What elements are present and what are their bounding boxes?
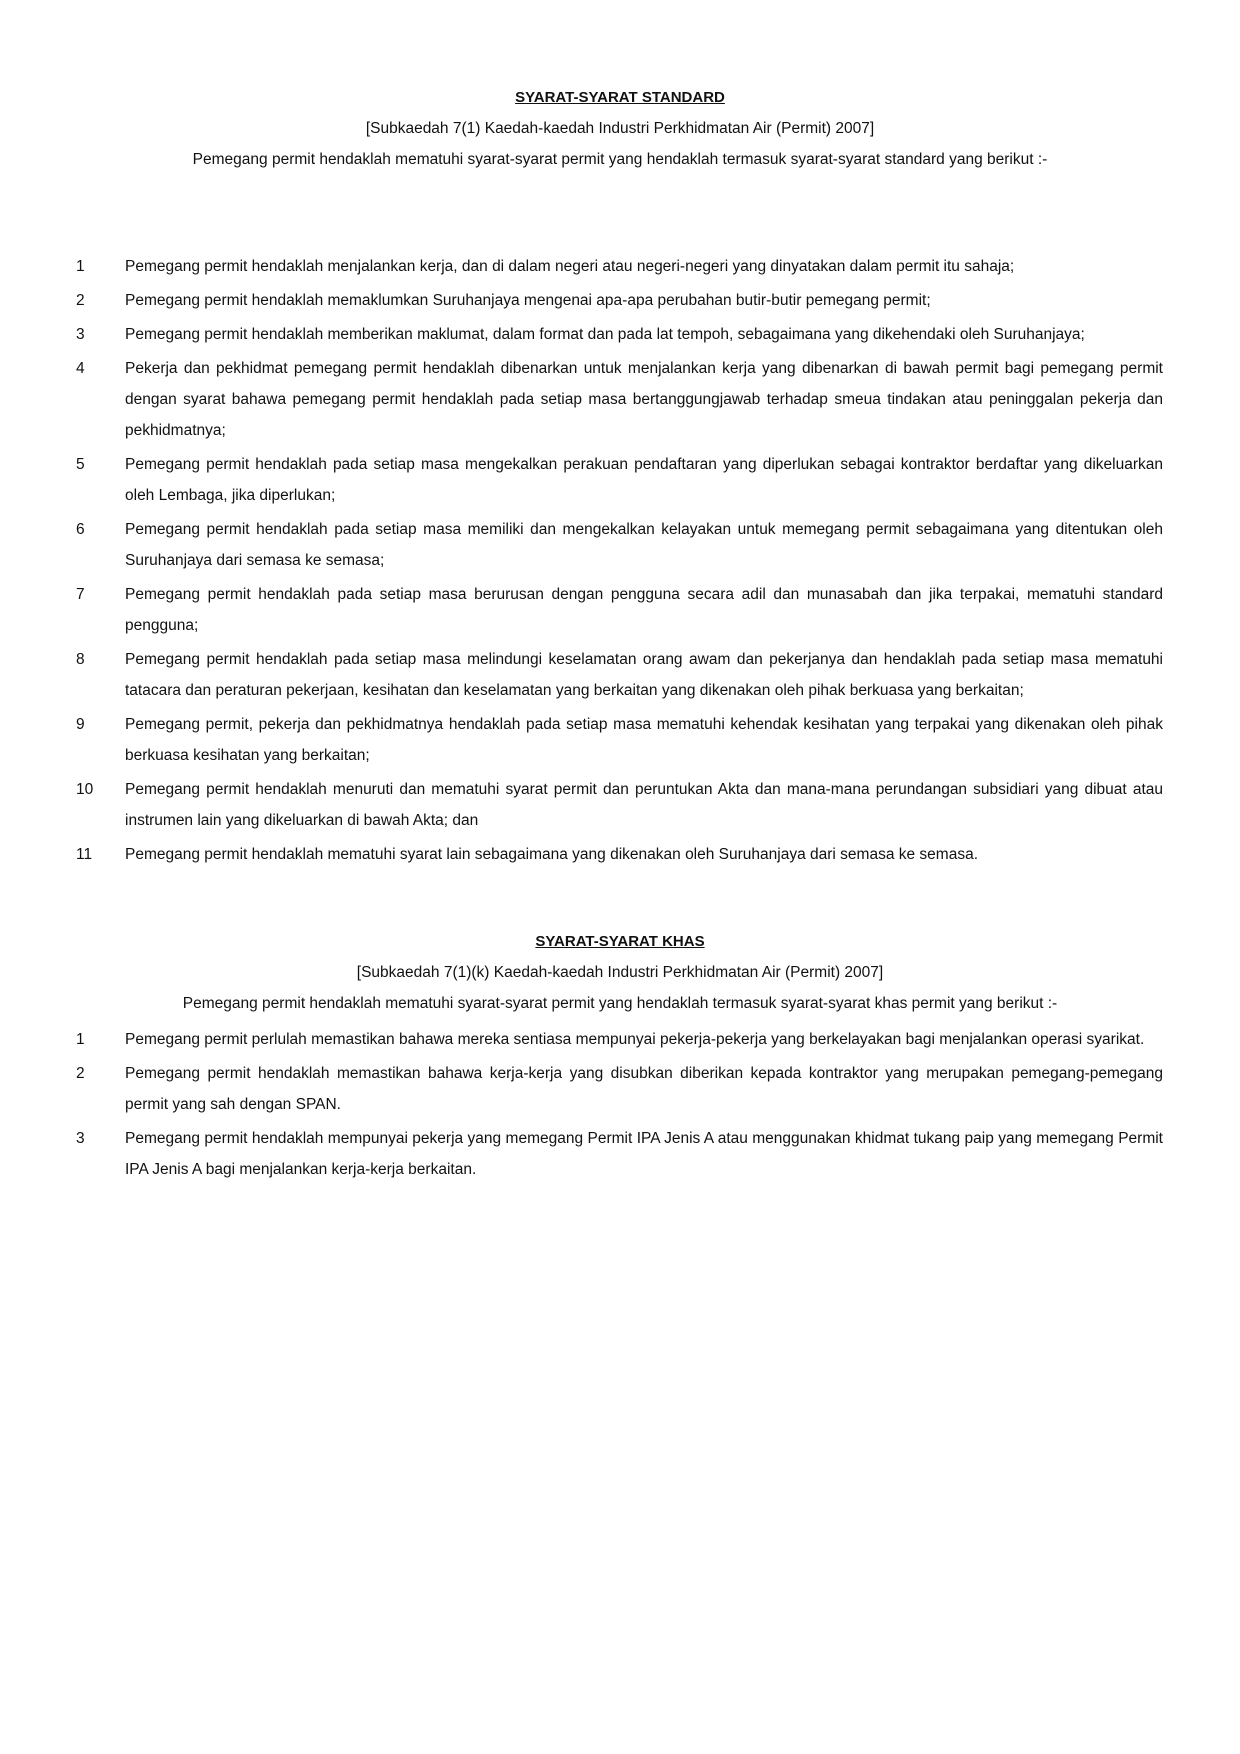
list-item bbox=[0, 774, 1240, 836]
item-text: Pemegang permit hendaklah pada setiap masa mengekalkan perakuan pendaftaran yang diperlukan sebagai kontraktor berdaftar yang dikeluarkan oleh Lembaga, jika diperlukan; bbox=[125, 456, 1163, 504]
item-number: 11 bbox=[76, 846, 93, 863]
item-text: Pemegang permit, pekerja dan pekhidmatnya hendaklah pada setiap masa mematuhi kehendak kesihatan yang terpakai yang dikenakan oleh pihak berkuasa kesihatan yang berkaitan; bbox=[125, 716, 1163, 764]
special-conditions-section bbox=[0, 932, 1240, 1188]
item-number: 3 bbox=[76, 1130, 85, 1147]
item-number: 1 bbox=[76, 258, 85, 275]
standard-intro: Pemegang permit hendaklah mematuhi syarat-syarat permit yang hendaklah termasuk syarat-syarat standard yang berikut :- bbox=[192, 151, 1048, 168]
list-item bbox=[0, 353, 1240, 446]
standard-conditions-section bbox=[0, 88, 1240, 873]
item-number: 2 bbox=[76, 292, 85, 309]
item-text: Pemegang permit hendaklah mempunyai pekerja yang memegang Permit IPA Jenis A atau menggunakan khidmat tukang paip yang memegang Permit IPA Jenis A bagi menjalankan kerja-kerja berkaitan. bbox=[125, 1130, 1163, 1178]
list-item bbox=[0, 251, 1240, 282]
item-number: 3 bbox=[76, 326, 85, 343]
list-item bbox=[0, 449, 1240, 511]
list-item bbox=[0, 579, 1240, 641]
item-number: 2 bbox=[76, 1065, 85, 1082]
item-text: Pemegang permit hendaklah menuruti dan mematuhi syarat permit dan peruntukan Akta dan mana-mana perundangan subsidiari yang dibuat atau instrumen lain yang dikeluarkan di bawah Akta; dan bbox=[125, 781, 1163, 829]
list-item bbox=[0, 1024, 1240, 1055]
standard-reference: [Subkaedah 7(1) Kaedah-kaedah Industri Perkhidmatan Air (Permit) 2007] bbox=[365, 120, 875, 137]
item-text: Pemegang permit hendaklah menjalankan kerja, dan di dalam negeri atau negeri-negeri yang dinyatakan dalam permit itu sahaja; bbox=[125, 258, 1015, 275]
item-number: 1 bbox=[76, 1031, 85, 1048]
list-item bbox=[0, 644, 1240, 706]
item-text: Pemegang permit hendaklah mematuhi syarat lain sebagaimana yang dikenakan oleh Suruhanjaya dari semasa ke semasa. bbox=[125, 846, 979, 863]
list-item bbox=[0, 1058, 1240, 1120]
list-item bbox=[0, 839, 1240, 870]
item-text: Pekerja dan pekhidmat pemegang permit hendaklah dibenarkan untuk menjalankan kerja yang dibenarkan di bawah permit bagi pemegang permit dengan syarat bahawa pemegang permit hendaklah pada setiap masa bertanggungjawab terhadap smeua tindakan atau peninggalan pekerja dan pekhidmatnya; bbox=[125, 360, 1163, 439]
item-text: Pemegang permit hendaklah memaklumkan Suruhanjaya mengenai apa-apa perubahan butir-butir pemegang permit; bbox=[125, 292, 931, 309]
item-number: 5 bbox=[76, 456, 85, 473]
list-item bbox=[0, 319, 1240, 350]
item-text: Pemegang permit hendaklah pada setiap masa berurusan dengan pengguna secara adil dan munasabah dan jika terpakai, mematuhi standard pengguna; bbox=[125, 586, 1163, 634]
item-number: 8 bbox=[76, 651, 85, 668]
item-text: Pemegang permit perlulah memastikan bahawa mereka sentiasa mempunyai pekerja-pekerja yang berkelayakan bagi menjalankan operasi syarikat. bbox=[125, 1031, 1145, 1048]
item-text: Pemegang permit hendaklah pada setiap masa melindungi keselamatan orang awam dan pekerjanya dan hendaklah pada setiap masa mematuhi tatacara dan peraturan pekerjaan, kesihatan dan keselamatan yang berkaitan yang dikenakan oleh pihak berkuasa yang berkaitan; bbox=[125, 651, 1163, 699]
item-number: 4 bbox=[76, 360, 85, 377]
item-text: Pemegang permit hendaklah memberikan maklumat, dalam format dan pada lat tempoh, sebagaimana yang dikehendaki oleh Suruhanjaya; bbox=[125, 326, 1085, 343]
special-conditions-list bbox=[0, 1024, 1240, 1185]
list-item bbox=[0, 514, 1240, 576]
khas-heading: SYARAT-SYARAT KHAS bbox=[535, 933, 705, 950]
item-number: 10 bbox=[76, 781, 94, 798]
item-number: 7 bbox=[76, 586, 85, 603]
khas-intro: Pemegang permit hendaklah mematuhi syarat-syarat permit yang hendaklah termasuk syarat-syarat khas permit yang berikut :- bbox=[182, 995, 1058, 1012]
list-item bbox=[0, 709, 1240, 771]
item-text: Pemegang permit hendaklah pada setiap masa memiliki dan mengekalkan kelayakan untuk memegang permit sebagaimana yang ditentukan oleh Suruhanjaya dari semasa ke semasa; bbox=[125, 521, 1163, 569]
item-text: Pemegang permit hendaklah memastikan bahawa kerja-kerja yang disubkan diberikan kepada kontraktor yang merupakan pemegang-pemegang permit yang sah dengan SPAN. bbox=[125, 1065, 1163, 1113]
standard-conditions-list bbox=[0, 251, 1240, 870]
list-item bbox=[0, 285, 1240, 316]
item-number: 6 bbox=[76, 521, 85, 538]
item-number: 9 bbox=[76, 716, 85, 733]
khas-reference: [Subkaedah 7(1)(k) Kaedah-kaedah Industri Perkhidmatan Air (Permit) 2007] bbox=[356, 964, 884, 981]
list-item bbox=[0, 1123, 1240, 1185]
standard-heading: SYARAT-SYARAT STANDARD bbox=[515, 89, 725, 106]
